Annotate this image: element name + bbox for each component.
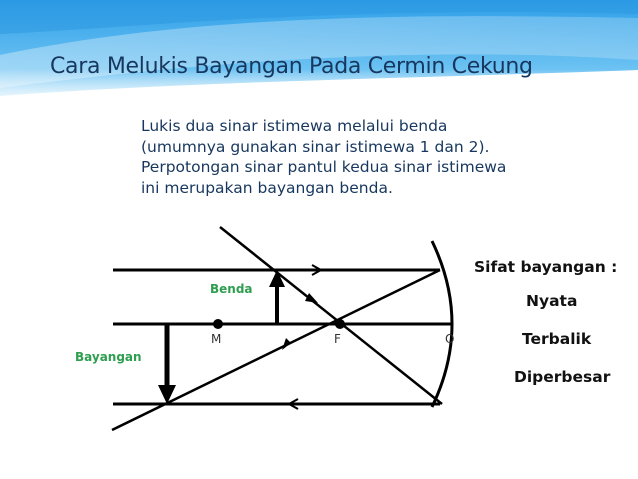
image-label: Bayangan	[75, 350, 142, 364]
point-m-label: M	[211, 332, 222, 346]
properties-heading: Sifat bayangan :	[474, 258, 618, 276]
body-line-1: Lukis dua sinar istimewa melalui benda	[141, 117, 448, 135]
body-line-3: Perpotongan sinar pantul kedua sinar istimewa	[141, 158, 507, 176]
point-m	[213, 319, 223, 329]
body-line-4: ini merupakan bayangan benda.	[141, 178, 393, 197]
point-f-label: F	[334, 332, 341, 346]
point-o-label: O	[445, 332, 455, 346]
body-line-2: (umumnya gunakan sinar istimewa 1 dan 2).	[141, 137, 490, 156]
property-item: Terbalik	[522, 330, 592, 348]
property-item: Nyata	[526, 292, 578, 310]
property-item: Diperbesar	[514, 368, 611, 386]
slide-title: Cara Melukis Bayangan Pada Cermin Cekung	[50, 54, 533, 79]
focal-ray	[220, 227, 442, 404]
point-f	[335, 319, 345, 329]
arrowhead-focal	[305, 293, 318, 303]
arrowhead-reflected-focal	[282, 338, 291, 350]
object-label: Benda	[210, 282, 253, 296]
